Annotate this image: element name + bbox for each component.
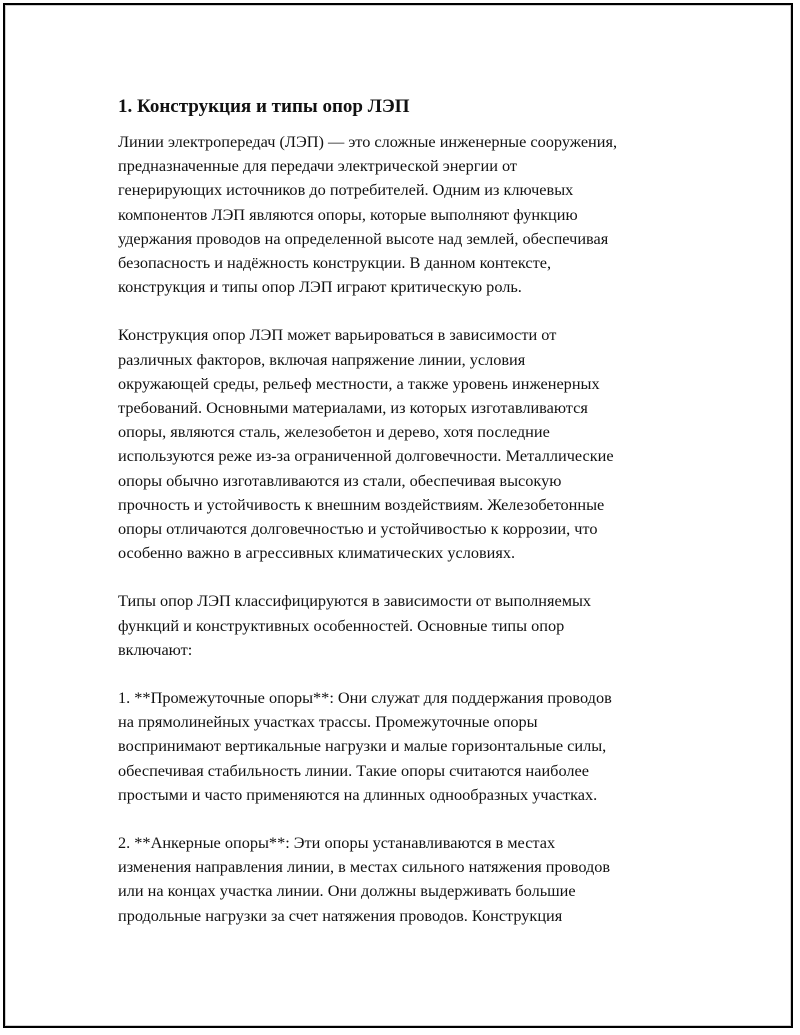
text-line: различных факторов, включая напряжение линии, условия: [118, 349, 526, 369]
text-line: опоры отличаются долговечностью и устойчивостью к коррозии, что: [118, 519, 598, 539]
text-line: обеспечивая стабильность линии. Такие опоры считаются наиболее: [118, 760, 589, 780]
text-line: воспринимают вертикальные нагрузки и малые горизонтальные силы,: [118, 736, 607, 756]
text-line: на прямолинейных участках трассы. Промежуточные опоры: [118, 712, 538, 732]
text-line: окружающей среды, рельеф местности, а также уровень инженерных: [118, 373, 600, 393]
text-line: прочность и устойчивость к внешним воздействиям. Железобетонные: [118, 494, 605, 514]
text-line: продольные нагрузки за счет натяжения проводов. Конструкция: [118, 905, 563, 925]
text-line: изменения направления линии, в местах сильного натяжения проводов: [118, 857, 611, 877]
section-heading: 1. Конструкция и типы опор ЛЭП: [118, 96, 410, 117]
paragraph-intro: [118, 130, 698, 299]
text-line: особенно важно в агрессивных климатических условиях.: [118, 543, 516, 563]
text-line: 2. **Анкерные опоры**: Эти опоры устанавливаются в местах: [118, 833, 556, 853]
text-line: требований. Основными материалами, из которых изготавливаются: [118, 398, 588, 418]
list-item-intermediate-supports: [118, 686, 698, 807]
text-line: конструкция и типы опор ЛЭП играют критическую роль.: [118, 277, 522, 297]
paragraph-types-intro: [118, 589, 698, 662]
text-line: используются реже из-за ограниченной долговечности. Металлические: [118, 446, 614, 466]
list-item-anchor-supports: [118, 831, 698, 928]
text-line: генерирующих источников до потребителей. Одним из ключевых: [118, 180, 574, 200]
text-line: 1. **Промежуточные опоры**: Они служат для поддержания проводов: [118, 688, 612, 708]
text-line: Конструкция опор ЛЭП может варьироваться в зависимости от: [118, 325, 557, 345]
text-line: опоры обычно изготавливаются из стали, обеспечивая высокую: [118, 470, 562, 490]
text-line: безопасность и надёжность конструкции. В данном контексте,: [118, 253, 552, 273]
paragraph-construction: [118, 323, 698, 565]
text-line: простыми и часто применяются на длинных однообразных участках.: [118, 784, 598, 804]
text-line: Линии электропередач (ЛЭП) — это сложные инженерные сооружения,: [118, 132, 618, 151]
text-line: опоры, являются сталь, железобетон и дерево, хотя последние: [118, 422, 550, 442]
text-line: Типы опор ЛЭП классифицируются в зависимости от выполняемых: [118, 591, 592, 611]
document-body: [118, 94, 698, 952]
text-line: компонентов ЛЭП являются опоры, которые выполняют функцию: [118, 204, 578, 224]
text-line: удержания проводов на определенной высоте над землей, обеспечивая: [118, 228, 609, 248]
text-line: функций и конструктивных особенностей. Основные типы опор: [118, 615, 565, 635]
text-line: или на концах участка линии. Они должны выдерживать большие: [118, 881, 576, 901]
text-line: включают:: [118, 639, 193, 659]
text-line: предназначенные для передачи электрической энергии от: [118, 156, 518, 176]
